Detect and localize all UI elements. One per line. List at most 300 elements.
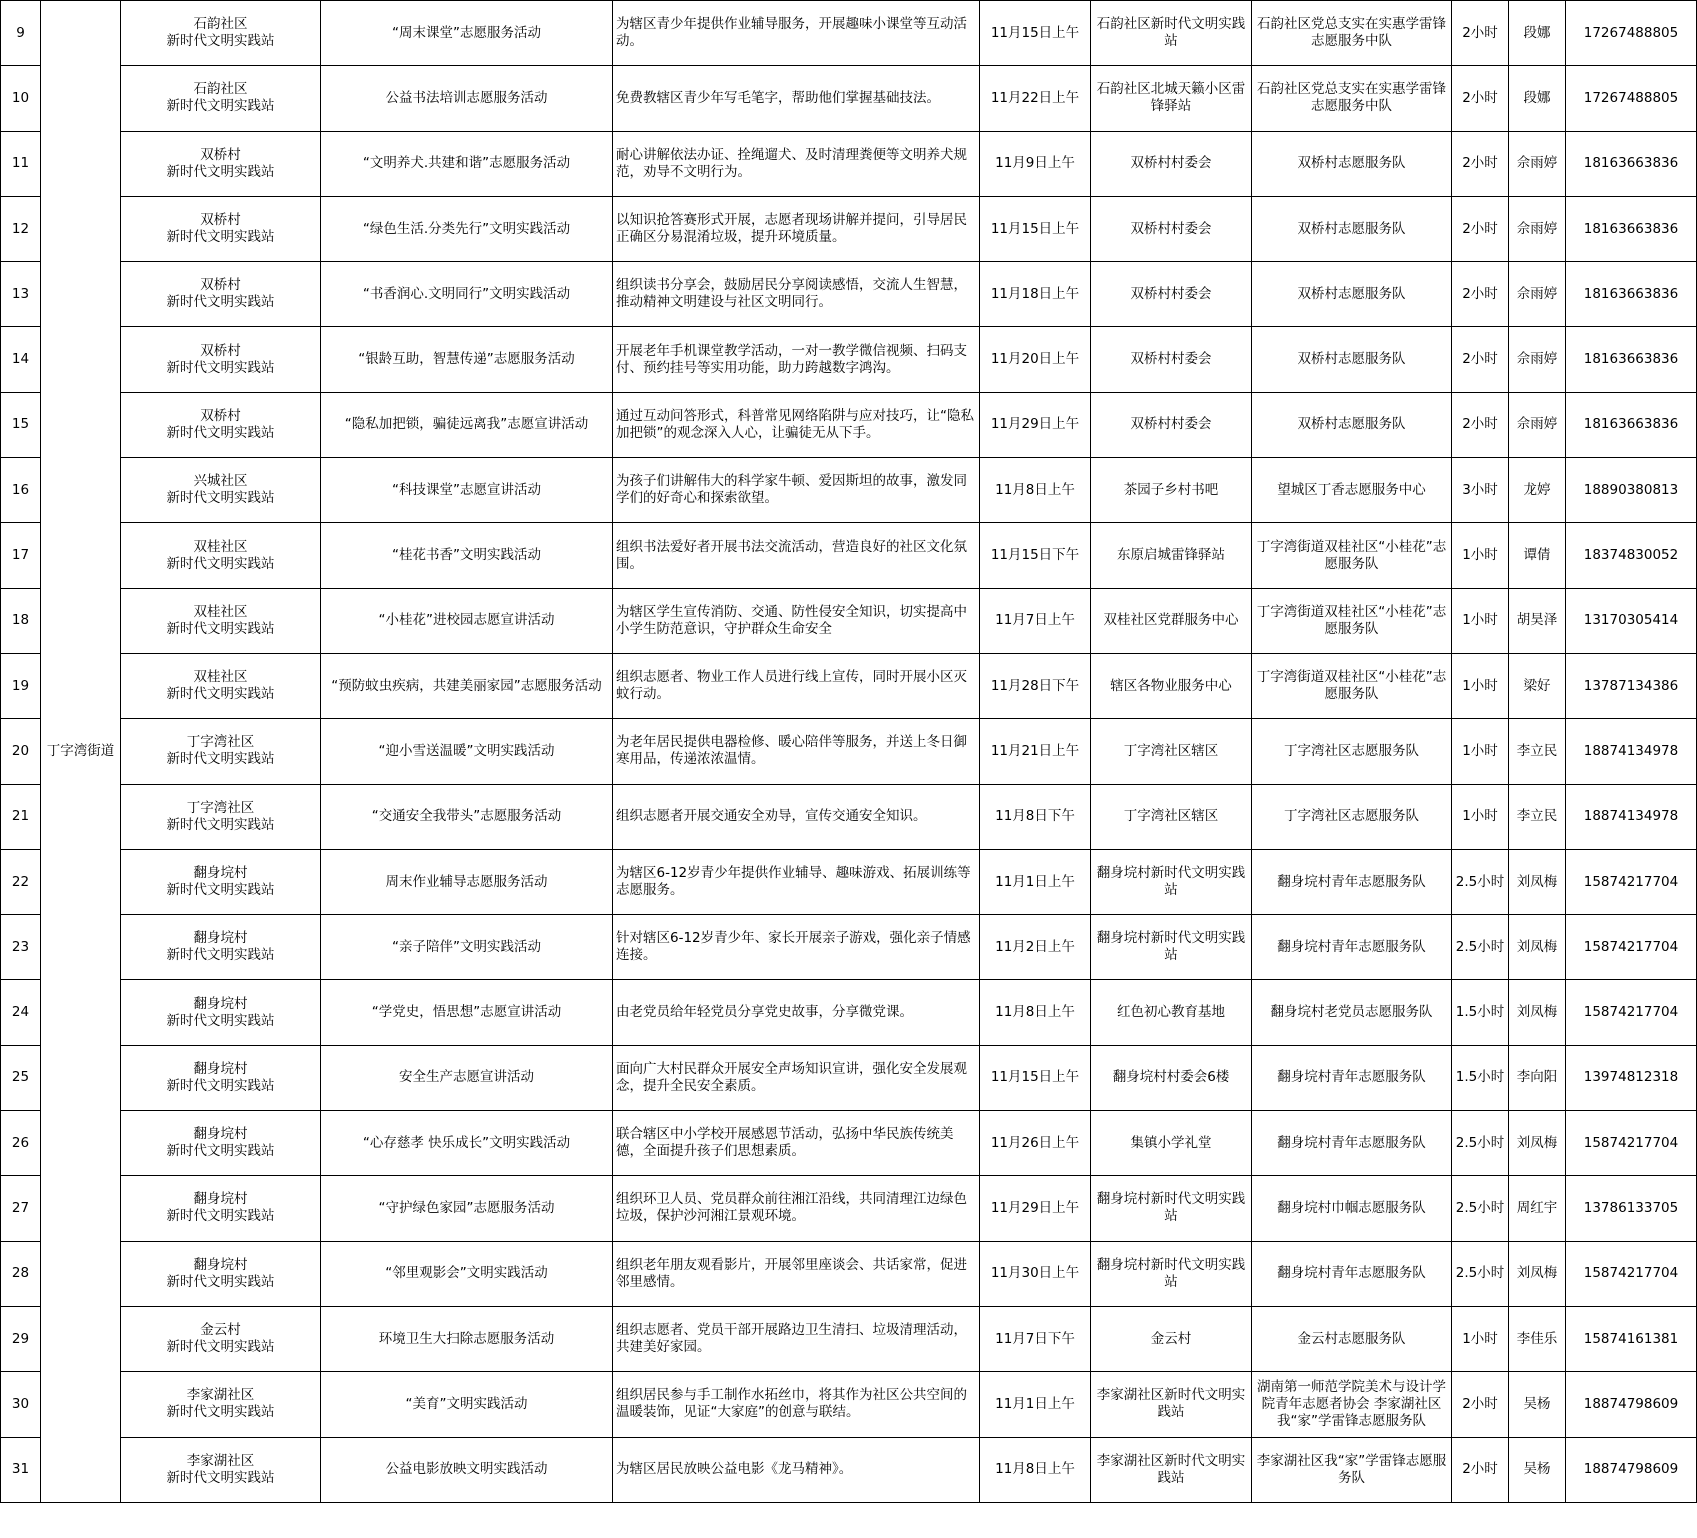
activity-description-cell: 为孩子们讲解伟大的科学家牛顿、爱因斯坦的故事，激发同学们的好奇心和探索欲望。 xyxy=(613,458,980,523)
activity-description-cell: 联合辖区中小学校开展感恩节活动，弘扬中华民族传统美德，全面提升孩子们思想素质。 xyxy=(613,1111,980,1176)
station-type: 新时代文明实践站 xyxy=(166,1143,275,1160)
contact-person-cell: 李佳乐 xyxy=(1509,1306,1566,1371)
activity-description-cell: 组织读书分享会，鼓励居民分享阅读感悟，交流人生智慧，推动精神文明建设与社区文明同行。 xyxy=(613,262,980,327)
table-row xyxy=(1,1045,1697,1110)
row-number-cell: 30 xyxy=(1,1372,41,1437)
practice-station-cell xyxy=(121,196,321,261)
phone-number-cell: 18874134978 xyxy=(1566,719,1697,784)
contact-person-cell: 吴杨 xyxy=(1509,1437,1566,1502)
activity-name-cell: “银龄互助，智慧传递”志愿服务活动 xyxy=(321,327,613,392)
activity-name-cell: “书香润心.文明同行”文明实践活动 xyxy=(321,262,613,327)
contact-person-cell: 李立民 xyxy=(1509,719,1566,784)
station-type: 新时代文明实践站 xyxy=(166,163,275,180)
station-name: 双桥村 xyxy=(200,342,241,359)
row-number-cell: 13 xyxy=(1,262,41,327)
table-row xyxy=(1,1437,1697,1502)
volunteer-team-cell: 翻身垸村青年志愿服务队 xyxy=(1252,849,1452,914)
practice-station-cell xyxy=(121,262,321,327)
practice-station-cell xyxy=(121,1241,321,1306)
phone-number-cell: 15874217704 xyxy=(1566,980,1697,1045)
activity-time-cell: 11月8日上午 xyxy=(980,458,1091,523)
row-number-cell: 19 xyxy=(1,653,41,718)
station-name: 石韵社区 xyxy=(193,16,248,33)
table-row xyxy=(1,1372,1697,1437)
contact-person-cell: 刘凤梅 xyxy=(1509,1111,1566,1176)
phone-number-cell: 18374830052 xyxy=(1566,523,1697,588)
table-row xyxy=(1,1176,1697,1241)
contact-person-cell: 李立民 xyxy=(1509,784,1566,849)
activity-description-cell: 组织志愿者、党员干部开展路边卫生清扫、垃圾清理活动，共建美好家园。 xyxy=(613,1306,980,1371)
volunteer-team-cell: 丁字湾街道双桂社区“小桂花”志愿服务队 xyxy=(1252,588,1452,653)
practice-station-cell xyxy=(121,784,321,849)
activity-time-cell: 11月28日下午 xyxy=(980,653,1091,718)
volunteer-team-cell: 丁字湾街道双桂社区“小桂花”志愿服务队 xyxy=(1252,523,1452,588)
activity-location-cell: 翻身垸村村委会6楼 xyxy=(1091,1045,1252,1110)
station-type: 新时代文明实践站 xyxy=(166,294,275,311)
practice-station-cell xyxy=(121,392,321,457)
activity-description-cell: 耐心讲解依法办证、拴绳遛犬、及时清理粪便等文明养犬规范，劝导不文明行为。 xyxy=(613,131,980,196)
volunteer-team-cell: 石韵社区党总支实在实惠学雷锋志愿服务中队 xyxy=(1252,66,1452,131)
activity-name-cell: “绿色生活.分类先行”文明实践活动 xyxy=(321,196,613,261)
activity-description-cell: 组织书法爱好者开展书法交流活动，营造良好的社区文化氛围。 xyxy=(613,523,980,588)
street-name-cell: 丁字湾街道 xyxy=(41,1,121,1503)
activity-description-cell: 为老年居民提供电器检修、暖心陪伴等服务，并送上冬日御寒用品，传递浓浓温情。 xyxy=(613,719,980,784)
practice-station-cell xyxy=(121,1176,321,1241)
station-type: 新时代文明实践站 xyxy=(166,1077,275,1094)
station-type: 新时代文明实践站 xyxy=(166,98,275,115)
row-number-cell: 27 xyxy=(1,1176,41,1241)
station-name: 李家湖社区 xyxy=(186,1452,255,1469)
row-number-cell: 21 xyxy=(1,784,41,849)
table-row xyxy=(1,588,1697,653)
activity-description-cell: 组织志愿者开展交通安全劝导，宣传交通安全知识。 xyxy=(613,784,980,849)
duration-cell: 2小时 xyxy=(1452,327,1509,392)
practice-station-cell xyxy=(121,849,321,914)
station-name: 金云村 xyxy=(200,1322,241,1339)
station-name: 双桥村 xyxy=(200,212,241,229)
phone-number-cell: 18163663836 xyxy=(1566,196,1697,261)
activity-name-cell: “邻里观影会”文明实践活动 xyxy=(321,1241,613,1306)
phone-number-cell: 18874134978 xyxy=(1566,784,1697,849)
contact-person-cell: 龙婷 xyxy=(1509,458,1566,523)
activity-description-cell: 组织环卫人员、党员群众前往湘江沿线，共同清理江边绿色垃圾，保护沙河湘江景观环境。 xyxy=(613,1176,980,1241)
station-name: 双桂社区 xyxy=(193,538,248,555)
activity-time-cell: 11月20日上午 xyxy=(980,327,1091,392)
activity-location-cell: 李家湖社区新时代文明实践站 xyxy=(1091,1437,1252,1502)
station-type: 新时代文明实践站 xyxy=(166,359,275,376)
table-row xyxy=(1,849,1697,914)
activity-time-cell: 11月8日下午 xyxy=(980,784,1091,849)
activity-time-cell: 11月7日上午 xyxy=(980,588,1091,653)
phone-number-cell: 18890380813 xyxy=(1566,458,1697,523)
volunteer-team-cell: 翻身垸村青年志愿服务队 xyxy=(1252,915,1452,980)
duration-cell: 2.5小时 xyxy=(1452,849,1509,914)
activity-time-cell: 11月2日上午 xyxy=(980,915,1091,980)
station-name: 翻身垸村 xyxy=(193,865,248,881)
activity-description-cell: 为辖区居民放映公益电影《龙马精神》。 xyxy=(613,1437,980,1502)
phone-number-cell: 13170305414 xyxy=(1566,588,1697,653)
activity-name-cell: “交通安全我带头”志愿服务活动 xyxy=(321,784,613,849)
activity-name-cell: “迎小雪送温暖”文明实践活动 xyxy=(321,719,613,784)
activity-time-cell: 11月1日上午 xyxy=(980,1372,1091,1437)
station-type: 新时代文明实践站 xyxy=(166,1273,275,1290)
activity-location-cell: 集镇小学礼堂 xyxy=(1091,1111,1252,1176)
activity-time-cell: 11月1日上午 xyxy=(980,849,1091,914)
duration-cell: 2.5小时 xyxy=(1452,1176,1509,1241)
contact-person-cell: 李向阳 xyxy=(1509,1045,1566,1110)
volunteer-team-cell: 双桥村志愿服务队 xyxy=(1252,262,1452,327)
table-row xyxy=(1,915,1697,980)
duration-cell: 1小时 xyxy=(1452,784,1509,849)
contact-person-cell: 刘凤梅 xyxy=(1509,849,1566,914)
station-name: 双桥村 xyxy=(200,277,241,294)
station-type: 新时代文明实践站 xyxy=(166,1339,275,1356)
contact-person-cell: 刘凤梅 xyxy=(1509,980,1566,1045)
activity-description-cell: 组织老年朋友观看影片，开展邻里座谈会、共话家常，促进邻里感情。 xyxy=(613,1241,980,1306)
activity-location-cell: 双桥村村委会 xyxy=(1091,392,1252,457)
activity-description-cell: 由老党员给年轻党员分享党史故事，分享微党课。 xyxy=(613,980,980,1045)
station-name: 翻身垸村 xyxy=(193,930,248,947)
activity-description-cell: 面向广大村民群众开展安全声场知识宣讲，强化安全发展观念，提升全民安全素质。 xyxy=(613,1045,980,1110)
activity-time-cell: 11月30日上午 xyxy=(980,1241,1091,1306)
volunteer-team-cell: 双桥村志愿服务队 xyxy=(1252,392,1452,457)
row-number-cell: 12 xyxy=(1,196,41,261)
activity-time-cell: 11月7日下午 xyxy=(980,1306,1091,1371)
station-name: 石韵社区 xyxy=(193,81,248,98)
activity-description-cell: 为辖区青少年提供作业辅导服务，开展趣味小课堂等互动活动。 xyxy=(613,1,980,66)
duration-cell: 1小时 xyxy=(1452,523,1509,588)
duration-cell: 2小时 xyxy=(1452,1372,1509,1437)
volunteer-team-cell: 翻身垸村青年志愿服务队 xyxy=(1252,1111,1452,1176)
contact-person-cell: 段娜 xyxy=(1509,1,1566,66)
table-row xyxy=(1,458,1697,523)
phone-number-cell: 15874217704 xyxy=(1566,1241,1697,1306)
activity-time-cell: 11月15日上午 xyxy=(980,1045,1091,1110)
activity-name-cell: 公益电影放映文明实践活动 xyxy=(321,1437,613,1502)
station-name: 翻身垸村 xyxy=(193,1060,248,1077)
contact-person-cell: 段娜 xyxy=(1509,66,1566,131)
table-row xyxy=(1,327,1697,392)
activity-name-cell: “心存慈孝 快乐成长”文明实践活动 xyxy=(321,1111,613,1176)
table-row xyxy=(1,392,1697,457)
row-number-cell: 18 xyxy=(1,588,41,653)
station-name: 翻身垸村 xyxy=(193,995,248,1012)
duration-cell: 2小时 xyxy=(1452,262,1509,327)
volunteer-team-cell: 翻身垸村青年志愿服务队 xyxy=(1252,1045,1452,1110)
practice-station-cell xyxy=(121,131,321,196)
practice-station-cell xyxy=(121,458,321,523)
station-type: 新时代文明实践站 xyxy=(166,490,275,507)
activity-description-cell: 组织志愿者、物业工作人员进行线上宣传，同时开展小区灭蚊行动。 xyxy=(613,653,980,718)
activity-name-cell: 环境卫生大扫除志愿服务活动 xyxy=(321,1306,613,1371)
practice-station-cell xyxy=(121,1437,321,1502)
activity-name-cell: “亲子陪伴”文明实践活动 xyxy=(321,915,613,980)
activity-time-cell: 11月15日上午 xyxy=(980,1,1091,66)
practice-station-cell xyxy=(121,1306,321,1371)
duration-cell: 1小时 xyxy=(1452,719,1509,784)
activity-location-cell: 双桥村村委会 xyxy=(1091,262,1252,327)
contact-person-cell: 胡昊泽 xyxy=(1509,588,1566,653)
station-name: 双桂社区 xyxy=(193,603,248,620)
duration-cell: 2小时 xyxy=(1452,392,1509,457)
activity-name-cell: “学党史，悟思想”志愿宣讲活动 xyxy=(321,980,613,1045)
row-number-cell: 29 xyxy=(1,1306,41,1371)
activity-name-cell: “预防蚊虫疾病，共建美丽家园”志愿服务活动 xyxy=(321,653,613,718)
station-type: 新时代文明实践站 xyxy=(166,33,275,50)
activity-description-cell: 通过互动问答形式，科普常见网络陷阱与应对技巧，让“隐私加把锁”的观念深入人心，让骗徒无从下手。 xyxy=(613,392,980,457)
activity-location-cell: 丁字湾社区辖区 xyxy=(1091,784,1252,849)
station-type: 新时代文明实践站 xyxy=(166,229,275,246)
practice-station-cell xyxy=(121,588,321,653)
row-number-cell: 15 xyxy=(1,392,41,457)
activity-description-cell: 为辖区学生宣传消防、交通、防性侵安全知识，切实提高中小学生防范意识，守护群众生命安全 xyxy=(613,588,980,653)
volunteer-team-cell: 翻身垸村老党员志愿服务队 xyxy=(1252,980,1452,1045)
activity-location-cell: 石韵社区北城天籁小区雷锋驿站 xyxy=(1091,66,1252,131)
table-row xyxy=(1,1241,1697,1306)
activity-location-cell: 东原启城雷锋驿站 xyxy=(1091,523,1252,588)
practice-station-cell xyxy=(121,1045,321,1110)
duration-cell: 2小时 xyxy=(1452,66,1509,131)
activity-description-cell: 以知识抢答赛形式开展，志愿者现场讲解并提问，引导居民正确区分易混淆垃圾，提升环境质量。 xyxy=(613,196,980,261)
contact-person-cell: 刘凤梅 xyxy=(1509,915,1566,980)
activity-time-cell: 11月15日下午 xyxy=(980,523,1091,588)
station-name: 兴城社区 xyxy=(193,473,248,490)
activity-location-cell: 双桥村村委会 xyxy=(1091,131,1252,196)
table-row xyxy=(1,719,1697,784)
duration-cell: 2小时 xyxy=(1452,1,1509,66)
station-type: 新时代文明实践站 xyxy=(166,1208,275,1225)
activity-time-cell: 11月26日上午 xyxy=(980,1111,1091,1176)
phone-number-cell: 15874161381 xyxy=(1566,1306,1697,1371)
phone-number-cell: 13787134386 xyxy=(1566,653,1697,718)
activity-location-cell: 双桥村村委会 xyxy=(1091,327,1252,392)
activity-time-cell: 11月21日上午 xyxy=(980,719,1091,784)
duration-cell: 1小时 xyxy=(1452,653,1509,718)
activity-name-cell: “桂花书香”文明实践活动 xyxy=(321,523,613,588)
duration-cell: 2.5小时 xyxy=(1452,915,1509,980)
phone-number-cell: 18874798609 xyxy=(1566,1437,1697,1502)
row-number-cell: 11 xyxy=(1,131,41,196)
volunteer-team-cell: 翻身垸村巾帼志愿服务队 xyxy=(1252,1176,1452,1241)
activity-name-cell: “隐私加把锁，骗徒远离我”志愿宣讲活动 xyxy=(321,392,613,457)
phone-number-cell: 18163663836 xyxy=(1566,327,1697,392)
activity-location-cell: 丁字湾社区辖区 xyxy=(1091,719,1252,784)
activity-location-cell: 双桂社区党群服务中心 xyxy=(1091,588,1252,653)
duration-cell: 3小时 xyxy=(1452,458,1509,523)
volunteer-team-cell: 双桥村志愿服务队 xyxy=(1252,196,1452,261)
practice-station-cell xyxy=(121,1372,321,1437)
contact-person-cell: 周红宇 xyxy=(1509,1176,1566,1241)
row-number-cell: 10 xyxy=(1,66,41,131)
volunteer-team-cell: 双桥村志愿服务队 xyxy=(1252,131,1452,196)
station-type: 新时代文明实践站 xyxy=(166,816,275,833)
activity-time-cell: 11月8日上午 xyxy=(980,980,1091,1045)
phone-number-cell: 15874217704 xyxy=(1566,915,1697,980)
activity-time-cell: 11月18日上午 xyxy=(980,262,1091,327)
station-type: 新时代文明实践站 xyxy=(166,686,275,703)
activity-name-cell: “文明养犬.共建和谐”志愿服务活动 xyxy=(321,131,613,196)
duration-cell: 2小时 xyxy=(1452,131,1509,196)
activity-location-cell: 翻身垸村新时代文明实践站 xyxy=(1091,1241,1252,1306)
activity-name-cell: 公益书法培训志愿服务活动 xyxy=(321,66,613,131)
phone-number-cell: 18163663836 xyxy=(1566,262,1697,327)
station-type: 新时代文明实践站 xyxy=(166,1469,275,1486)
activity-location-cell: 翻身垸村新时代文明实践站 xyxy=(1091,1176,1252,1241)
practice-station-cell xyxy=(121,327,321,392)
phone-number-cell: 13786133705 xyxy=(1566,1176,1697,1241)
row-number-cell: 16 xyxy=(1,458,41,523)
row-number-cell: 25 xyxy=(1,1045,41,1110)
volunteer-team-cell: 翻身垸村青年志愿服务队 xyxy=(1252,1241,1452,1306)
station-type: 新时代文明实践站 xyxy=(166,1012,275,1029)
practice-station-cell xyxy=(121,1111,321,1176)
table-row xyxy=(1,1,1697,66)
phone-number-cell: 18874798609 xyxy=(1566,1372,1697,1437)
phone-number-cell: 17267488805 xyxy=(1566,1,1697,66)
activity-name-cell: 安全生产志愿宣讲活动 xyxy=(321,1045,613,1110)
table-row xyxy=(1,262,1697,327)
activity-description-cell: 为辖区6-12岁青少年提供作业辅导、趣味游戏、拓展训练等志愿服务。 xyxy=(613,849,980,914)
contact-person-cell: 刘凤梅 xyxy=(1509,1241,1566,1306)
table-row xyxy=(1,784,1697,849)
station-name: 双桂社区 xyxy=(193,669,248,686)
phone-number-cell: 18163663836 xyxy=(1566,392,1697,457)
volunteer-team-cell: 石韵社区党总支实在实惠学雷锋志愿服务中队 xyxy=(1252,1,1452,66)
contact-person-cell: 佘雨婷 xyxy=(1509,392,1566,457)
station-type: 新时代文明实践站 xyxy=(166,751,275,768)
row-number-cell: 14 xyxy=(1,327,41,392)
activity-name-cell: “科技课堂”志愿宣讲活动 xyxy=(321,458,613,523)
row-number-cell: 31 xyxy=(1,1437,41,1502)
phone-number-cell: 13974812318 xyxy=(1566,1045,1697,1110)
duration-cell: 2小时 xyxy=(1452,196,1509,261)
station-type: 新时代文明实践站 xyxy=(166,555,275,572)
activity-time-cell: 11月29日上午 xyxy=(980,1176,1091,1241)
contact-person-cell: 佘雨婷 xyxy=(1509,262,1566,327)
activity-location-cell: 金云村 xyxy=(1091,1306,1252,1371)
volunteer-team-cell: 望城区丁香志愿服务中心 xyxy=(1252,458,1452,523)
station-type: 新时代文明实践站 xyxy=(166,882,275,898)
practice-station-cell xyxy=(121,719,321,784)
table-row xyxy=(1,980,1697,1045)
station-type: 新时代文明实践站 xyxy=(166,947,275,964)
table-row xyxy=(1,66,1697,131)
activity-location-cell: 李家湖社区新时代文明实践站 xyxy=(1091,1372,1252,1437)
activity-time-cell: 11月15日上午 xyxy=(980,196,1091,261)
practice-station-cell xyxy=(121,980,321,1045)
contact-person-cell: 佘雨婷 xyxy=(1509,131,1566,196)
activity-name-cell: 周末作业辅导志愿服务活动 xyxy=(321,849,613,914)
practice-station-cell xyxy=(121,653,321,718)
phone-number-cell: 17267488805 xyxy=(1566,66,1697,131)
activity-name-cell: “守护绿色家园”志愿服务活动 xyxy=(321,1176,613,1241)
phone-number-cell: 15874217704 xyxy=(1566,849,1697,914)
practice-station-cell xyxy=(121,523,321,588)
row-number-cell: 9 xyxy=(1,1,41,66)
row-number-cell: 23 xyxy=(1,915,41,980)
activity-name-cell: “美育”文明实践活动 xyxy=(321,1372,613,1437)
volunteer-team-cell: 丁字湾社区志愿服务队 xyxy=(1252,784,1452,849)
station-type: 新时代文明实践站 xyxy=(166,424,275,441)
activity-time-cell: 11月9日上午 xyxy=(980,131,1091,196)
activity-location-cell: 石韵社区新时代文明实践站 xyxy=(1091,1,1252,66)
contact-person-cell: 佘雨婷 xyxy=(1509,327,1566,392)
duration-cell: 2小时 xyxy=(1452,1437,1509,1502)
duration-cell: 1.5小时 xyxy=(1452,980,1509,1045)
activity-name-cell: “小桂花”进校园志愿宣讲活动 xyxy=(321,588,613,653)
activity-time-cell: 11月29日上午 xyxy=(980,392,1091,457)
row-number-cell: 20 xyxy=(1,719,41,784)
volunteer-team-cell: 丁字湾街道双桂社区“小桂花”志愿服务队 xyxy=(1252,653,1452,718)
activity-location-cell: 茶园子乡村书吧 xyxy=(1091,458,1252,523)
table-body xyxy=(1,1,1697,1503)
activity-location-cell: 红色初心教育基地 xyxy=(1091,980,1252,1045)
activity-location-cell: 辖区各物业服务中心 xyxy=(1091,653,1252,718)
station-name: 翻身垸村 xyxy=(193,1191,248,1208)
station-name: 双桥村 xyxy=(200,407,241,424)
volunteer-team-cell: 李家湖社区我“家”学雷锋志愿服务队 xyxy=(1252,1437,1452,1502)
activity-time-cell: 11月22日上午 xyxy=(980,66,1091,131)
activity-location-cell: 双桥村村委会 xyxy=(1091,196,1252,261)
practice-station-cell xyxy=(121,915,321,980)
activity-name-cell: “周末课堂”志愿服务活动 xyxy=(321,1,613,66)
table-row xyxy=(1,653,1697,718)
activity-description-cell: 开展老年手机课堂教学活动，一对一教学微信视频、扫码支付、预约挂号等实用功能，助力跨越数字鸿沟。 xyxy=(613,327,980,392)
practice-station-cell xyxy=(121,66,321,131)
activity-description-cell: 免费教辖区青少年写毛笔字，帮助他们掌握基础技法。 xyxy=(613,66,980,131)
row-number-cell: 28 xyxy=(1,1241,41,1306)
duration-cell: 1小时 xyxy=(1452,1306,1509,1371)
duration-cell: 2.5小时 xyxy=(1452,1111,1509,1176)
contact-person-cell: 谭倩 xyxy=(1509,523,1566,588)
station-name: 翻身垸村 xyxy=(193,1256,248,1273)
station-name: 丁字湾社区 xyxy=(186,734,255,751)
row-number-cell: 24 xyxy=(1,980,41,1045)
practice-station-cell xyxy=(121,1,321,66)
activity-time-cell: 11月8日上午 xyxy=(980,1437,1091,1502)
activity-location-cell: 翻身垸村新时代文明实践站 xyxy=(1091,915,1252,980)
volunteer-team-cell: 金云村志愿服务队 xyxy=(1252,1306,1452,1371)
station-name: 翻身垸村 xyxy=(193,1126,248,1143)
contact-person-cell: 佘雨婷 xyxy=(1509,196,1566,261)
station-name: 李家湖社区 xyxy=(186,1387,255,1404)
phone-number-cell: 15874217704 xyxy=(1566,1111,1697,1176)
phone-number-cell: 18163663836 xyxy=(1566,131,1697,196)
table-row xyxy=(1,131,1697,196)
volunteer-team-cell: 丁字湾社区志愿服务队 xyxy=(1252,719,1452,784)
row-number-cell: 26 xyxy=(1,1111,41,1176)
activity-location-cell: 翻身垸村新时代文明实践站 xyxy=(1091,849,1252,914)
activity-description-cell: 针对辖区6-12岁青少年、家长开展亲子游戏，强化亲子情感连接。 xyxy=(613,915,980,980)
volunteer-team-cell: 湖南第一师范学院美术与设计学院青年志愿者协会 李家湖社区我“家”学雷锋志愿服务队 xyxy=(1252,1372,1452,1437)
station-type: 新时代文明实践站 xyxy=(166,620,275,637)
station-name: 双桥村 xyxy=(200,146,241,163)
duration-cell: 1小时 xyxy=(1452,588,1509,653)
volunteer-team-cell: 双桥村志愿服务队 xyxy=(1252,327,1452,392)
table-row xyxy=(1,1306,1697,1371)
activity-description-cell: 组织居民参与手工制作水拓丝巾，将其作为社区公共空间的温暖装饰，见证“大家庭”的创意与联结。 xyxy=(613,1372,980,1437)
contact-person-cell: 吴杨 xyxy=(1509,1372,1566,1437)
duration-cell: 2.5小时 xyxy=(1452,1241,1509,1306)
contact-person-cell: 梁好 xyxy=(1509,653,1566,718)
table-row xyxy=(1,196,1697,261)
station-name: 丁字湾社区 xyxy=(186,799,255,816)
table-row xyxy=(1,523,1697,588)
station-type: 新时代文明实践站 xyxy=(166,1404,275,1421)
duration-cell: 1.5小时 xyxy=(1452,1045,1509,1110)
table-row xyxy=(1,1111,1697,1176)
row-number-cell: 17 xyxy=(1,523,41,588)
